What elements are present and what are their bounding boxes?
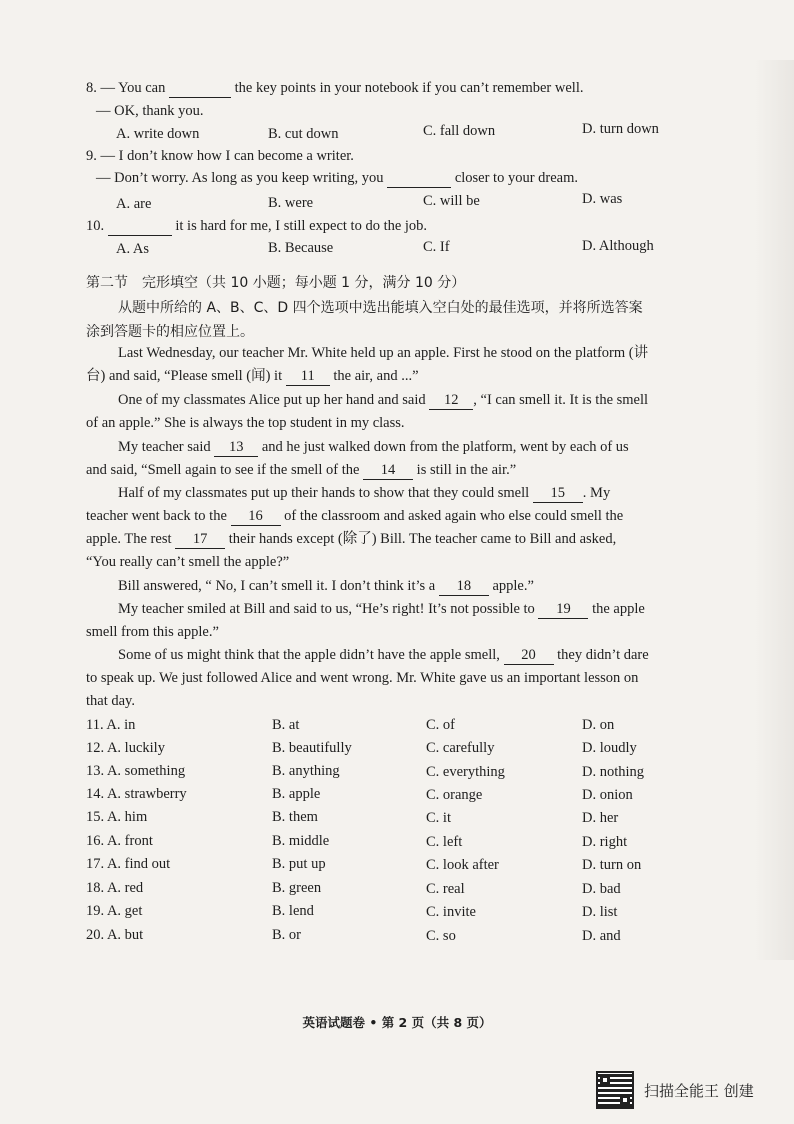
answer-option: 11. A. in: [86, 717, 136, 733]
q10-option-b: B. Because: [268, 240, 334, 256]
answer-option: 17. A. find out: [86, 856, 171, 872]
passage-line: teacher went back to the 16 of the classroom and asked again who else could smell the: [86, 508, 624, 524]
passage-line: and said, “Smell again to see if the smell of the 14 is still in the air.”: [86, 462, 517, 478]
bleed-through-shadow: [754, 60, 794, 960]
answer-option: C. invite: [426, 904, 476, 920]
answer-option: D. her: [582, 810, 619, 826]
question-9-stem: 9. — I don’t know how I can become a writer.: [86, 148, 354, 164]
passage-line: “You really can’t smell the apple?”: [86, 554, 290, 570]
q10-option-c: C. If: [423, 239, 450, 255]
passage-line: Last Wednesday, our teacher Mr. White held up an apple. First he stood on the platform (讲: [118, 345, 649, 361]
cloze-blank-17: 17: [175, 530, 225, 549]
answer-option: D. on: [582, 717, 615, 733]
watermark-text: 扫描全能王 创建: [644, 1081, 754, 1100]
q8-option-c: C. fall down: [423, 123, 496, 139]
answer-option: B. at: [272, 717, 300, 733]
qr-code-icon: [596, 1071, 634, 1109]
q9-option-d: D. was: [582, 191, 623, 207]
answer-option: 19. A. get: [86, 903, 143, 919]
answer-option: B. them: [272, 809, 318, 825]
answer-option: D. right: [582, 834, 628, 850]
cloze-blank-13: 13: [214, 438, 258, 457]
passage-line: Some of us might think that the apple didn’t have the apple smell, 20 they didn’t dare: [118, 647, 649, 663]
cloze-blank-15: 15: [533, 484, 583, 503]
answer-option: D. bad: [582, 881, 621, 897]
passage-line: Half of my classmates put up their hands to show that they could smell 15 . My: [118, 485, 611, 501]
answer-option: B. beautifully: [272, 740, 352, 756]
answer-option: 14. A. strawberry: [86, 786, 187, 802]
cloze-blank-19: 19: [538, 600, 588, 619]
cloze-blank-12: 12: [429, 391, 473, 410]
question-9-response: — Don’t worry. As long as you keep writing, you closer to your dream.: [96, 170, 579, 186]
answer-option: D. turn on: [582, 857, 642, 873]
answer-option: D. list: [582, 904, 618, 920]
q8-option-d: D. turn down: [582, 121, 659, 137]
answer-option: C. everything: [426, 764, 505, 780]
cloze-blank-18: 18: [439, 577, 489, 596]
answer-option: C. orange: [426, 787, 483, 803]
q8-option-b: B. cut down: [268, 126, 339, 142]
q9-option-b: B. were: [268, 195, 314, 211]
passage-line: to speak up. We just followed Alice and went wrong. Mr. White gave us an important lesson on: [86, 670, 639, 686]
answer-option: C. it: [426, 810, 451, 826]
cloze-blank-11: 11: [286, 367, 330, 386]
answer-option: D. loudly: [582, 740, 637, 756]
answer-option: B. green: [272, 880, 322, 896]
answer-option: D. and: [582, 928, 621, 944]
answer-option: C. carefully: [426, 740, 495, 756]
passage-line: of an apple.” She is always the top student in my class.: [86, 415, 405, 431]
scanner-watermark: [596, 1070, 754, 1110]
passage-line: that day.: [86, 693, 135, 709]
answer-option: B. apple: [272, 786, 321, 802]
answer-option: D. nothing: [582, 764, 645, 780]
answer-blank: [387, 169, 451, 188]
section-instruction: 从题中所给的 A、B、C、D 四个选项中选出能填入空白处的最佳选项，并将所选答案: [118, 300, 643, 316]
question-8-stem: 8. — You can the key points in your notebook if you can’t remember well.: [86, 80, 584, 96]
q9-option-c: C. will be: [423, 193, 480, 209]
answer-option: C. of: [426, 717, 455, 733]
answer-option: 18. A. red: [86, 880, 144, 896]
passage-line: 台) and said, “Please smell (闻) it 11 the air, and ...”: [86, 368, 419, 384]
answer-option: C. look after: [426, 857, 499, 873]
passage-line: smell from this apple.”: [86, 624, 219, 640]
page-footer: 英语试题卷 • 第 2 页（共 8 页）: [302, 1015, 492, 1030]
answer-option: C. real: [426, 881, 465, 897]
answer-option: B. or: [272, 927, 301, 943]
answer-option: B. middle: [272, 833, 330, 849]
answer-option: D. onion: [582, 787, 633, 803]
cloze-blank-16: 16: [231, 507, 281, 526]
answer-option: B. lend: [272, 903, 314, 919]
passage-line: My teacher smiled at Bill and said to us, “He’s right! It’s not possible to 19 the apple: [118, 601, 645, 617]
q10-option-a: A. As: [116, 241, 150, 257]
cloze-blank-14: 14: [363, 461, 413, 480]
answer-option: B. anything: [272, 763, 340, 779]
question-8-response: — OK, thank you.: [96, 103, 204, 119]
passage-line: My teacher said 13 and he just walked down from the platform, went by each of us: [118, 439, 629, 455]
answer-option: 15. A. him: [86, 809, 148, 825]
q9-option-a: A. are: [116, 196, 152, 212]
q10-option-d: D. Although: [582, 238, 654, 254]
answer-option: 13. A. something: [86, 763, 186, 779]
passage-line: apple. The rest 17 their hands except (除了) Bill. The teacher came to Bill and asked,: [86, 531, 617, 547]
answer-option: C. so: [426, 928, 456, 944]
section-title: 第二节 完形填空（共 10 小题；每小题 1 分，满分 10 分）: [86, 275, 466, 291]
cloze-blank-20: 20: [504, 646, 554, 665]
passage-line: One of my classmates Alice put up her hand and said 12 , “I can smell it. It is the smell: [118, 392, 649, 408]
answer-option: 20. A. but: [86, 927, 144, 943]
q8-option-a: A. write down: [116, 126, 200, 142]
question-10-stem: 10. it is hard for me, I still expect to do the job.: [86, 218, 428, 234]
answer-option: 16. A. front: [86, 833, 153, 849]
answer-blank: [169, 79, 231, 98]
passage-line: Bill answered, “ No, I can’t smell it. I don’t think it’s a 18 apple.”: [118, 578, 534, 594]
answer-option: B. put up: [272, 856, 326, 872]
answer-option: C. left: [426, 834, 463, 850]
answer-blank: [108, 217, 172, 236]
section-instruction-cont: 涂到答题卡的相应位置上。: [86, 324, 254, 340]
answer-option: 12. A. luckily: [86, 740, 165, 756]
